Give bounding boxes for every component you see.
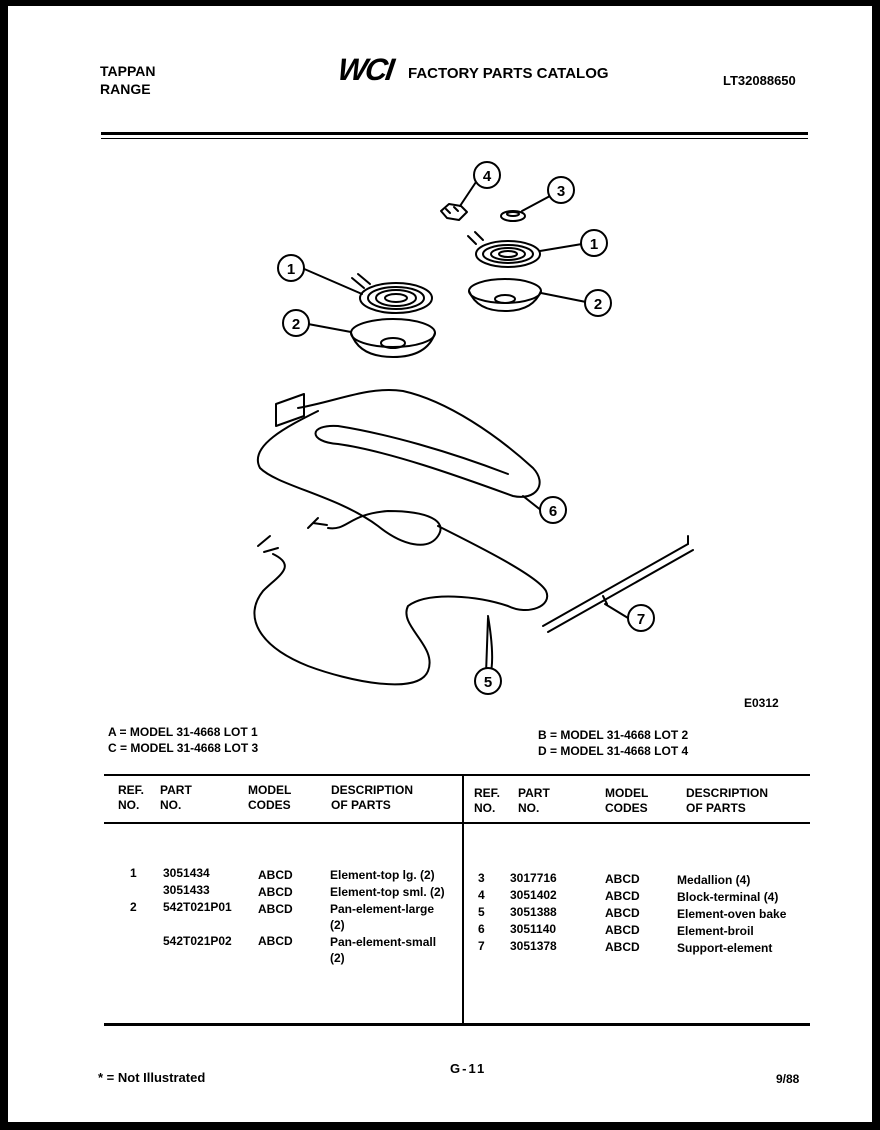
part-description: Support-element [677, 941, 773, 955]
model-codes: ABCD [605, 906, 640, 920]
header-part-no: NO. [160, 798, 182, 812]
model-codes: ABCD [605, 923, 640, 937]
svg-text:1: 1 [589, 236, 599, 253]
table-divider [462, 774, 464, 1023]
header-description: DESCRIPTION [686, 786, 769, 800]
header-of-parts: OF PARTS [331, 798, 391, 812]
ref-no: 2 [130, 900, 137, 914]
model-codes: ABCD [605, 889, 640, 903]
callout-6 [540, 497, 566, 523]
part-no: 3051402 [510, 888, 557, 902]
part-description: Element-broil [677, 924, 754, 938]
ref-no: 3 [478, 871, 485, 885]
callout-1-right [581, 230, 607, 256]
header-codes: CODES [248, 798, 291, 812]
header-part-no: NO. [518, 801, 540, 815]
part-no: 3051378 [510, 939, 557, 953]
ref-no: 6 [478, 922, 485, 936]
table-top-rule [104, 774, 810, 776]
model-b: B = MODEL 31-4668 LOT 2 [538, 728, 689, 742]
wci-logo: WCI [335, 52, 395, 87]
part-no: 3051388 [510, 905, 557, 919]
callout-markers [278, 162, 654, 694]
terminal-block-part [441, 204, 467, 220]
medallion-part [501, 211, 525, 221]
svg-text:4: 4 [482, 168, 492, 185]
part-description-cont: (2) [330, 951, 345, 965]
header-model: MODEL [248, 783, 292, 797]
page-number: G-11 [450, 1061, 487, 1076]
part-no: 3051140 [510, 922, 557, 936]
part-no: 3017716 [510, 871, 557, 885]
broil-element-part [258, 390, 540, 545]
table-bottom-rule [104, 1023, 810, 1026]
model-codes: ABCD [605, 872, 640, 886]
catalog-page [8, 6, 872, 1122]
ref-no: 1 [130, 866, 137, 880]
part-description: Block-terminal (4) [677, 890, 779, 904]
header-model: MODEL [605, 786, 649, 800]
header-ref: REF. [118, 783, 145, 797]
callout-2-left [283, 310, 309, 336]
part-no: 542T021P01 [163, 900, 232, 914]
model-codes: ABCD [258, 868, 293, 882]
part-description: Element-top sml. (2) [330, 885, 445, 899]
not-illustrated-note: * = Not Illustrated [98, 1070, 206, 1085]
header-ref-no: NO. [118, 798, 140, 812]
product-type: RANGE [100, 81, 151, 97]
callout-3 [548, 177, 574, 203]
model-d: D = MODEL 31-4668 LOT 4 [538, 744, 689, 758]
ref-no: 4 [478, 888, 485, 902]
table-header-rule [104, 822, 810, 824]
catalog-title: FACTORY PARTS CATALOG [408, 65, 609, 82]
model-codes: ABCD [258, 885, 293, 899]
header-ref-no: NO. [474, 801, 496, 815]
model-codes: ABCD [258, 934, 293, 948]
svg-text:6: 6 [548, 503, 558, 520]
svg-text:1: 1 [286, 261, 296, 278]
part-description: Element-oven bake [677, 907, 787, 921]
model-codes: ABCD [258, 902, 293, 916]
catalog-number: LT32088650 [723, 73, 796, 88]
header-part: PART [160, 783, 192, 797]
header-codes: CODES [605, 801, 648, 815]
callout-5 [475, 668, 501, 694]
ref-no: 5 [478, 905, 485, 919]
exploded-parts-diagram [8, 6, 872, 706]
model-codes: ABCD [605, 940, 640, 954]
callout-2-right [585, 290, 611, 316]
header-part: PART [518, 786, 550, 800]
drip-pan-large-part [351, 319, 435, 357]
callout-4 [474, 162, 500, 188]
svg-text:7: 7 [636, 611, 646, 628]
part-description-cont: (2) [330, 918, 345, 932]
part-no: 3051433 [163, 883, 210, 897]
model-c: C = MODEL 31-4668 LOT 3 [108, 741, 259, 755]
model-a: A = MODEL 31-4668 LOT 1 [108, 725, 258, 739]
surface-element-large-part [352, 274, 432, 313]
part-description: Medallion (4) [677, 873, 751, 887]
callout-7 [628, 605, 654, 631]
part-description: Pan-element-small [330, 935, 437, 949]
part-no: 542T021P02 [163, 934, 232, 948]
part-description: Pan-element-large [330, 902, 435, 916]
part-no: 3051434 [163, 866, 210, 880]
svg-text:3: 3 [556, 183, 566, 200]
surface-element-small-part [468, 232, 540, 267]
callout-1-left [278, 255, 304, 281]
header-of-parts: OF PARTS [686, 801, 746, 815]
support-element-part [543, 536, 693, 632]
header-description: DESCRIPTION [331, 783, 414, 797]
svg-text:2: 2 [593, 296, 603, 313]
drip-pan-small-part [469, 279, 541, 311]
drawing-number: E0312 [744, 696, 779, 710]
part-description: Element-top lg. (2) [330, 868, 435, 882]
catalog-date: 9/88 [776, 1072, 800, 1086]
ref-no: 7 [478, 939, 485, 953]
svg-text:5: 5 [483, 674, 493, 691]
oven-bake-element-part [254, 526, 547, 684]
header-ref: REF. [474, 786, 501, 800]
brand-name: TAPPAN [100, 63, 156, 79]
svg-text:2: 2 [291, 316, 301, 333]
